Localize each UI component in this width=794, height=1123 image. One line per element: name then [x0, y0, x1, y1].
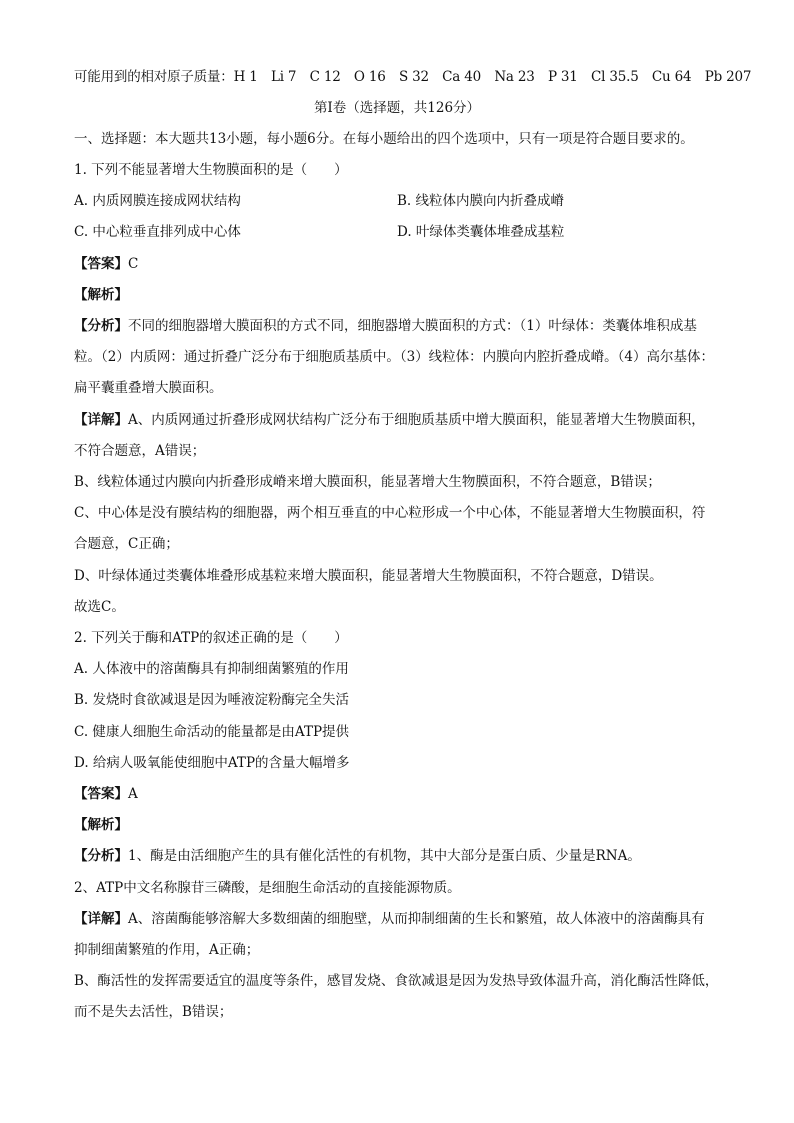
q2-stem: 2. 下列关于酶和ATP的叙述正确的是（ ） — [74, 630, 348, 646]
q1-fenxi-2: 粒。（2）内质网：通过折叠广泛分布于细胞质基质中。（3）线粒体：内膜向内腔折叠成嵴。（4）高尔基体： — [74, 349, 715, 365]
q1-stem: 1. 下列不能显著增大生物膜面积的是（ ） — [74, 162, 348, 178]
q2-fenxi-2: 2、ATP中文名称腺苷三磷酸，是细胞生命活动的直接能源物质。 — [74, 880, 461, 896]
detail-text: A、溶菌酶能够溶解大多数细菌的细胞壁，从而抑制细菌的生长和繁殖，故人体液中的溶菌酶具有 — [128, 911, 705, 927]
q1-fenxi-1 — [74, 316, 697, 336]
q2-analysis-tag: 【解析】 — [74, 817, 128, 833]
q1-option-d: D. 叶绿体类囊体堆叠成基粒 — [397, 224, 565, 240]
q1-detail-a2: 不符合题意，A错误； — [74, 443, 206, 459]
q2-fenxi-1 — [74, 846, 641, 866]
xiangjie-tag: 【详解】 — [74, 911, 128, 927]
q1-option-c: C. 中心粒垂直排列成中心体 — [74, 224, 241, 240]
q1-detail-d: D、叶绿体通过类囊体堆叠形成基粒来增大膜面积，能显著增大生物膜面积，不符合题意，D错误。 — [74, 568, 663, 584]
q2-option-b: B. 发烧时食欲减退是因为唾液淀粉酶完全失活 — [74, 692, 350, 708]
fenxi-tag: 【分析】 — [74, 848, 128, 864]
atomic-masses: 可能用到的相对原子质量：H 1 Li 7 C 12 O 16 S 32 Ca 40 Na 23 P 31 Cl 35.5 Cu 64 Pb 207 — [74, 69, 752, 85]
fenxi-text: 1、酶是由活细胞产生的具有催化活性的有机物，其中大部分是蛋白质、少量是RNA。 — [128, 848, 641, 864]
answer-value: C — [128, 256, 139, 272]
detail-text: A、内质网通过折叠形成网状结构广泛分布于细胞质基质中增大膜面积，能显著增大生物膜面积， — [128, 412, 705, 428]
q1-detail-b: B、线粒体通过内膜向内折叠形成嵴来增大膜面积，能显著增大生物膜面积，不符合题意，B错误； — [74, 474, 661, 490]
q1-detail-a1 — [74, 410, 705, 430]
answer-value: A — [128, 786, 138, 802]
q1-analysis-tag: 【解析】 — [74, 287, 128, 303]
section-title: 第Ⅰ卷（选择题，共126分） — [313, 100, 481, 116]
fenxi-text: 不同的细胞器增大膜面积的方式不同，细胞器增大膜面积的方式：（1）叶绿体：类囊体堆积成基 — [128, 318, 697, 334]
xiangjie-tag: 【详解】 — [74, 412, 128, 428]
fenxi-tag: 【分析】 — [74, 318, 128, 334]
q2-option-c: C. 健康人细胞生命活动的能量都是由ATP提供 — [74, 724, 350, 740]
q1-detail-c1: C、中心体是没有膜结构的细胞器，两个相互垂直的中心粒形成一个中心体，不能显著增大生物膜面积，符 — [74, 505, 706, 521]
q2-detail-b2: 而不是失去活性，B错误； — [74, 1004, 233, 1020]
q1-conclusion: 故选C。 — [74, 599, 125, 615]
q1-fenxi-3: 扁平囊重叠增大膜面积。 — [74, 380, 223, 396]
q1-answer — [74, 254, 138, 274]
answer-tag: 【答案】 — [74, 786, 128, 802]
instructions: 一、选择题：本大题共13小题，每小题6分。在每小题给出的四个选项中，只有一项是符合题目要求的。 — [74, 131, 694, 147]
q2-answer — [74, 784, 138, 804]
q2-option-d: D. 给病人吸氧能使细胞中ATP的含量大幅增多 — [74, 755, 350, 771]
q1-option-a: A. 内质网膜连接成网状结构 — [74, 193, 241, 209]
answer-tag: 【答案】 — [74, 256, 128, 272]
q1-option-b: B. 线粒体内膜向内折叠成嵴 — [397, 193, 565, 209]
q2-option-a: A. 人体液中的溶菌酶具有抑制细菌繁殖的作用 — [74, 661, 349, 677]
q2-detail-a1 — [74, 909, 705, 929]
q1-detail-c2: 合题意，C正确； — [74, 536, 179, 552]
q2-detail-a2: 抑制细菌繁殖的作用，A正确； — [74, 942, 260, 958]
q2-detail-b1: B、酶活性的发挥需要适宜的温度等条件，感冒发烧、食欲减退是因为发热导致体温升高，消化酶活性降低， — [74, 973, 719, 989]
